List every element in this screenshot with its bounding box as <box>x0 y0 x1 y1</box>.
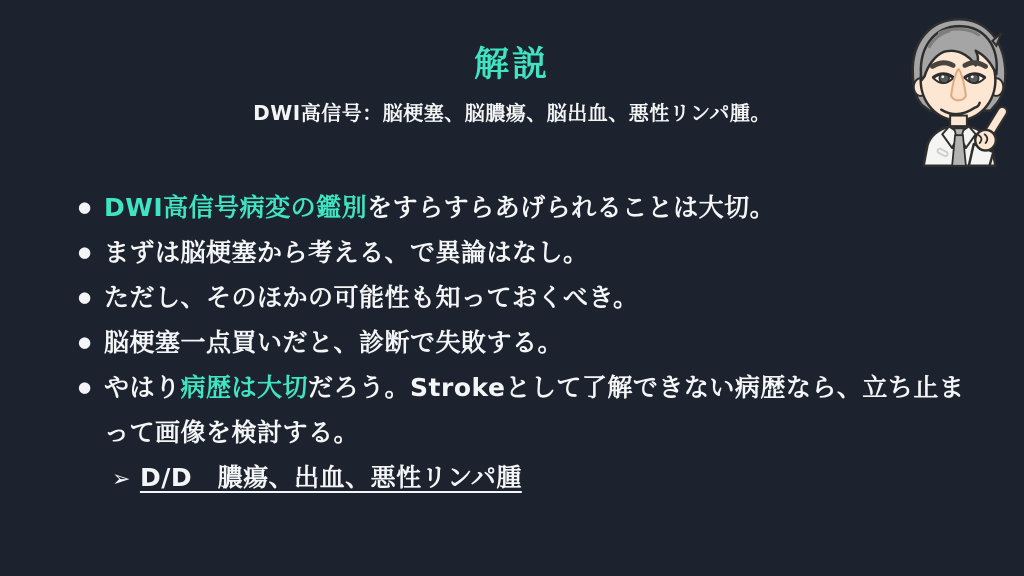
bullet-item <box>78 365 978 455</box>
bullet-item <box>78 320 978 365</box>
bullet-text: ただし、そのほかの可能性も知っておくべき。 <box>104 283 639 312</box>
bullet-text: 脳梗塞一点買いだと、診断で失敗する。 <box>104 328 564 357</box>
arrow-bullet-icon: ➢ <box>112 467 131 492</box>
sub-bullet <box>0 455 1024 502</box>
bullet-item <box>78 230 978 275</box>
bullet-text: DWI高信号病変の鑑別をすらすらあげられることは大切。 <box>104 193 776 222</box>
bullet-text: まずは脳梗塞から考える、で異論はなし。 <box>104 238 589 267</box>
slide-subtitle: DWI高信号：脳梗塞、脳膿瘍、脳出血、悪性リンパ腫。 <box>253 101 771 125</box>
bullet-dot-icon: ● <box>78 243 92 261</box>
bullet-text: やはり病歴は大切だろう。Strokeとして了解できない病歴なら、立ち止まって画像を検討する。 <box>104 373 965 447</box>
bullet-item <box>78 185 978 230</box>
bullet-dot-icon: ● <box>78 288 92 306</box>
bullet-list <box>0 185 1024 455</box>
bullet-dot-icon: ● <box>78 333 92 351</box>
bullet-dot-icon: ● <box>78 198 92 216</box>
avatar-tie <box>954 128 964 135</box>
slide-title: 解説 <box>473 45 550 85</box>
bullet-item <box>78 275 978 320</box>
bullet-dot-icon: ● <box>78 378 92 396</box>
doctor-avatar-illustration <box>900 14 1018 167</box>
avatar-fist <box>975 130 996 151</box>
sub-bullet-text: D/D 膿瘍、出血、悪性リンパ腫 <box>139 463 522 492</box>
